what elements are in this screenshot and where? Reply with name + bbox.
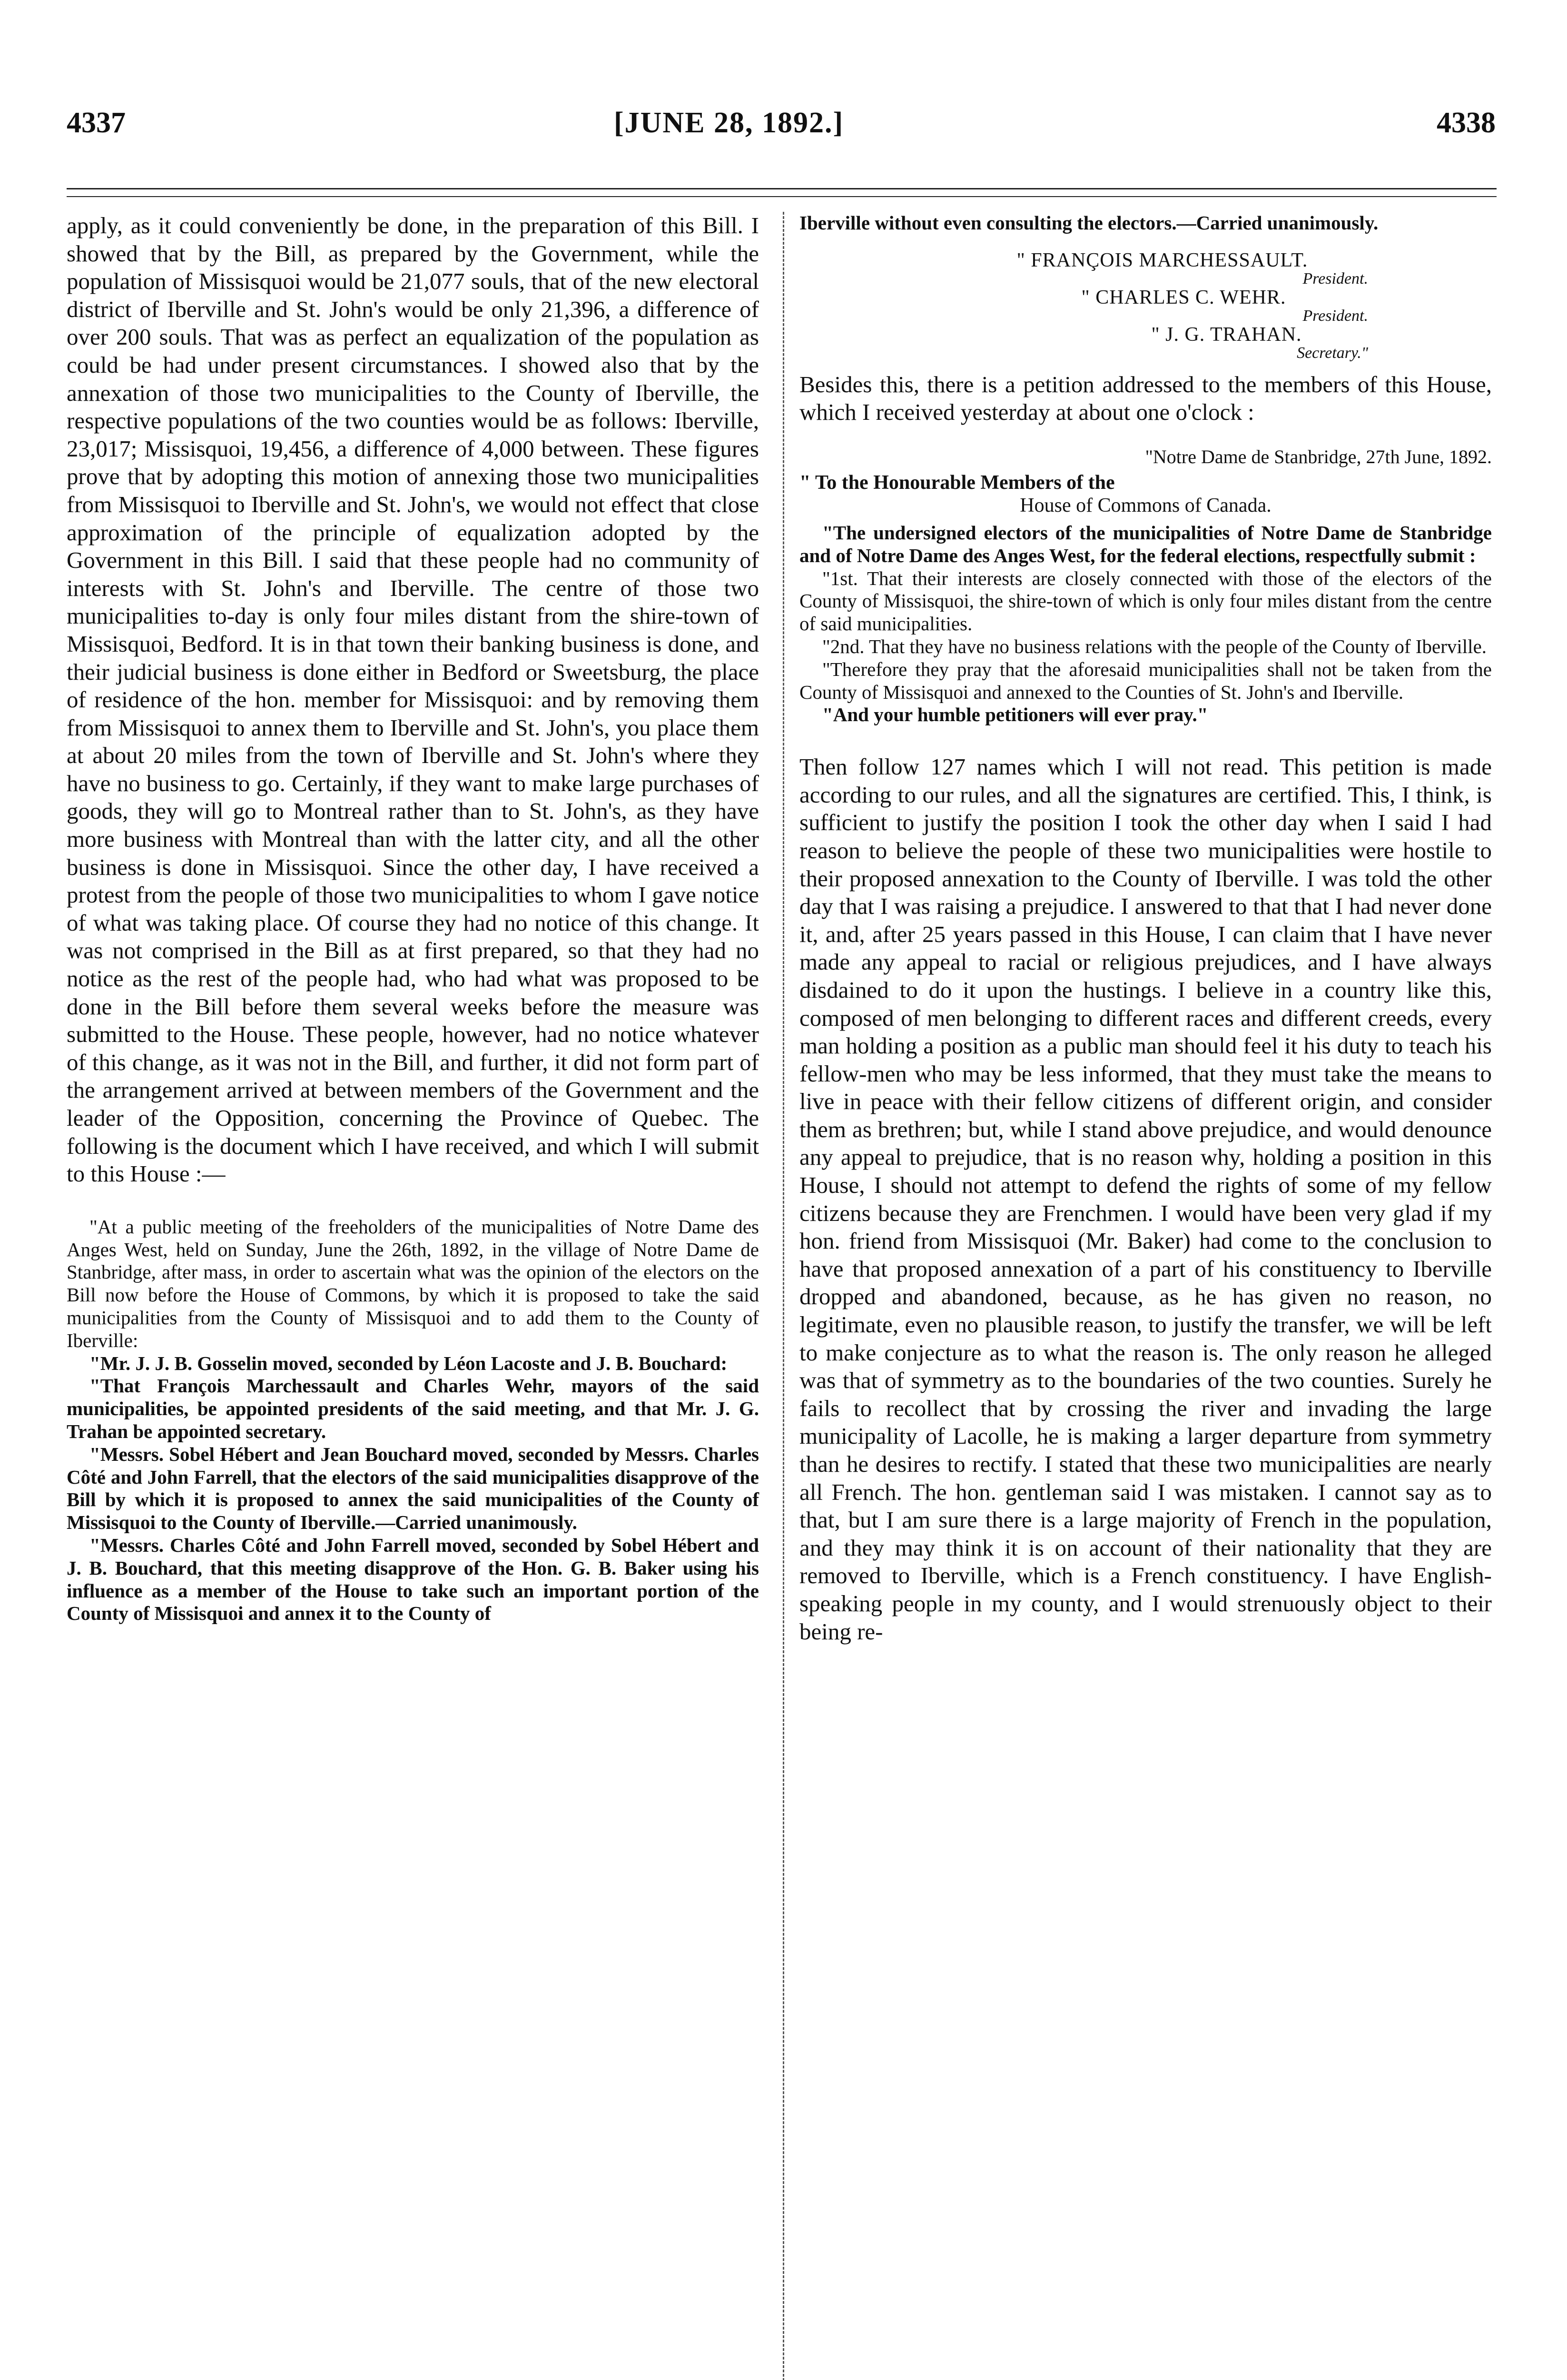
page-number-right: 4338 xyxy=(1437,107,1496,139)
meeting-quote-resolution-1: "That François Marchessault and Charles Wehr, mayors of the said municipalities, be appointed presidents of the said meeting, and that Mr. J. G. Trahan be appointed secretary. xyxy=(67,1375,759,1442)
signature-name: " CHARLES C. WEHR. xyxy=(1081,286,1286,308)
signature-name: " FRANÇOIS MARCHESSAULT. xyxy=(1016,249,1308,271)
speech-paragraph: apply, as it could conveniently be done, in the preparation of this Bill. I showed that by the Bill, as prepared by the Government, while the population of Missisquoi would be 21,077 souls, that of the new electoral district of Iberville and St. John's would be only 21,396, a difference of over 200 souls. That was as perfect an equalization of the population as could be had under present circumstances. I showed also that by the annexation of those two municipalities to the County of Iberville, the respective populations of the two counties would be as follows: Iberville, 23,017; Missisquoi, 19,456, a difference of 4,000 between. These figures prove that by adopting this motion of annexing those two municipalities from Missisquoi to Iberville and St. John's, we would not effect that close approximation of the principle of equalization adopted by the Government in this Bill. I said that these people had no community of interests with St. John's and Iberville. The centre of those two municipalities to-day is only four miles distant from the shire-town of Missisquoi, Bedford. It is in that town their banking business is done, and their judicial business is done either in Bedford or Sweetsburg, the place of residence of the hon. member for Missisquoi: and by removing them from Missisquoi to annex them to Iberville and St. John's, you place them at about 20 miles from the town of Iberville and St. John's where they have no business to go. Certainly, if they want to make large purchases of goods, they will go to Montreal rather than to St. John's, as they have more business with Montreal than with the latter city, and all the other business is done in Missisquoi. Since the other day, I have received a protest from the people of those two municipalities to whom I gave notice of what was taking place. Of course they had no notice of this change. It was not comprised in the Bill as at first prepared, so that they had no notice as the rest of the people had, who had what was proposed to be done in the Bill before them several weeks before the measure was submitted to the House. These people, however, had no notice whatever of this change, as it was not in the Bill, and further, it did not form part of the arrangement arrived at between members of the Government and the leader of the Opposition, concerning the Province of Quebec. The following is the document which I have received, and which I will submit to this House :— xyxy=(67,212,759,1187)
signature-title: President. xyxy=(1302,307,1368,325)
signature-name: " J. G. TRAHAN. xyxy=(1151,323,1302,346)
signature-title: President. xyxy=(1302,269,1368,288)
petition-paragraph: "The undersigned electors of the municipalities of Notre Dame de Stanbridge and of Notre Dame des Anges West, for the federal elections, respectfully submit : xyxy=(799,521,1492,566)
petition-dateline: "Notre Dame de Stanbridge, 27th June, 1892. xyxy=(1145,446,1492,467)
petition-paragraph: "1st. That their interests are closely connected with those of the electors of the County of Missisquoi, the shire-town of which is only four miles distant from the centre of said municipalities. xyxy=(799,567,1492,635)
meeting-quote-motion-3: "Messrs. Charles Côté and John Farrell moved, seconded by Sobel Hébert and J. B. Bouchard, that this meeting disapprove of the Hon. G. B. Baker using his influence as a member of the House to take such an important portion of the County of Missisquoi and annex it to the County of xyxy=(67,1534,759,1625)
signature-block xyxy=(799,249,1492,360)
page-number-left: 4337 xyxy=(67,107,126,139)
petition-paragraph: "And your humble petitioners will ever pray." xyxy=(822,704,1208,726)
header-rule-bottom xyxy=(67,196,1497,197)
speech-paragraph-continued: Then follow 127 names which I will not read. This petition is made according to our rules, and all the signatures are certified. This, I think, is sufficient to justify the position I took the other day when I said I had reason to believe the people of these two municipalities were hostile to their proposed annexation to the County of Iberville. I was told the other day that I was raising a prejudice. I answered to that that I had never done it, and, after 25 years passed in this House, I can claim that I have never made any appeal to racial or religious prejudices, and I have always disdained to do it upon the hustings. I believe in a country like this, composed of men belonging to different races and different creeds, every man holding a position as a public man should feel it his duty to teach his fellow-men who may be less informed, that they must take the means to live in peace with their fellow citizens of different origin, and consider them as brethren; but, while I stand above prejudice, and would denounce any appeal to prejudice, that is no reason why, holding a position in this House, I should not attempt to defend the rights of some of my fellow citizens because they are Frenchmen. I would have been very glad if my hon. friend from Missisquoi (Mr. Baker) had come to the conclusion to have that proposed annexation of a part of his constituency to Iberville dropped and abandoned, because, as he has given no reason, no legitimate, even no plausible reason, to justify the transfer, we will be left to make conjecture as to what the reason is. The only reason he alleged was that of symmetry as to the boundaries of the two counties. Surely he fails to recollect that by crossing the river and invading the large municipality of Lacolle, he is making a larger departure from symmetry than he desires to rectify. I stated that these two municipalities are nearly all French. The hon. gentleman said I was mistaken. I cannot say as to that, but I am sure there is a large majority of French in the population, and they may think it is on account of their nationality that they are removed to Iberville, which is a French constituency. I have English-speaking people in my county, and I would strenuously object to their being re- xyxy=(799,754,1492,1645)
petition-paragraph: "Therefore they pray that the aforesaid municipalities shall not be taken from the County of Missisquoi and annexed to the Counties of St. John's and Iberville. xyxy=(799,658,1492,703)
petition-address-continued: House of Commons of Canada. xyxy=(1020,494,1271,516)
left-column xyxy=(67,212,759,1625)
page-date-header: [JUNE 28, 1892.] xyxy=(614,107,844,139)
meeting-quote-continued: Iberville without even consulting the electors.—Carried unanimously. xyxy=(799,212,1379,234)
meeting-quote-motion-2: "Messrs. Sobel Hébert and Jean Bouchard moved, seconded by Messrs. Charles Côté and John Farrell, that the electors of the said municipalities disapprove of the Bill by which it is proposed to annex the said municipalities of the County of Missisquoi to the County of Iberville.—Carried unanimously. xyxy=(67,1443,759,1534)
signature-title: Secretary." xyxy=(1297,344,1368,362)
meeting-quote-intro: "At a public meeting of the freeholders of the municipalities of Notre Dame des Anges West, held on Sunday, June the 26th, 1892, in the village of Notre Dame de Stanbridge, after mass, in order to ascertain what was the opinion of the electors on the Bill now before the House of Commons, by which it is proposed to take the said municipalities from the County of Missisquoi and to add them to the County of Iberville: xyxy=(67,1215,759,1351)
header-rule-top xyxy=(67,188,1497,189)
petition-paragraph: "2nd. That they have no business relations with the people of the County of Iberville. xyxy=(822,635,1487,657)
petition-address: " To the Honourable Members of the xyxy=(799,471,1115,494)
speech-paragraph-petition-intro: Besides this, there is a petition addressed to the members of this House, which I received yesterday at about one o'clock : xyxy=(799,371,1492,426)
column-divider xyxy=(783,212,784,2380)
right-column xyxy=(799,212,1492,1646)
meeting-quote-motion-1: "Mr. J. J. B. Gosselin moved, seconded by Léon Lacoste and J. B. Bouchard: xyxy=(89,1352,728,1374)
